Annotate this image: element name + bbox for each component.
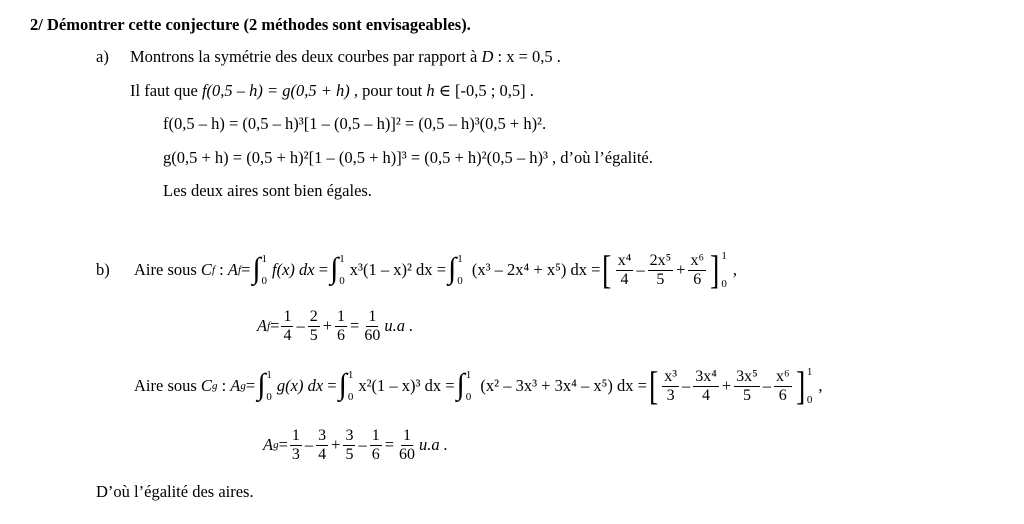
integrand-g1: g(x) dx	[276, 376, 324, 395]
lower-bound: 0	[339, 275, 345, 287]
integrand-f1: f(x) dx	[272, 260, 315, 279]
area-g-prefix: Aire sous	[134, 376, 197, 395]
fraction-denominator: 6	[778, 386, 787, 404]
integral-sign: ∫ 1 0	[338, 368, 354, 403]
fraction-numerator: 1	[291, 426, 300, 444]
upper-bound: 1	[347, 369, 354, 381]
integrand-f3: (x³ – 2x⁴ + x⁵) dx	[471, 260, 587, 279]
fraction-numerator: 3	[345, 426, 354, 444]
part-b-label: b)	[96, 260, 110, 279]
operator-sign: –	[304, 435, 314, 454]
area-f-prefix: Aire sous	[134, 260, 197, 279]
eval-bounds	[807, 366, 813, 406]
fraction-numerator: x⁴	[617, 251, 632, 269]
result-f-line	[257, 306, 413, 346]
fraction-numerator: x⁶	[690, 251, 705, 269]
area-g-curve: C	[200, 376, 212, 395]
operator-sign: +	[331, 435, 341, 454]
fraction	[281, 308, 293, 345]
upper-bound: 1	[721, 250, 727, 262]
lower-bound: 0	[806, 394, 813, 406]
operator-sign: –	[682, 376, 691, 395]
upper-bound: 1	[465, 369, 472, 381]
left-bracket: [	[602, 247, 612, 292]
eval-bounds	[721, 250, 727, 290]
left-bracket: [	[648, 363, 659, 408]
equals-sign: =	[445, 376, 455, 395]
integrand-f2: x³(1 – x)² dx	[349, 260, 433, 279]
line-f: f(0,5 – h) = (0,5 – h)³[1 – (0,5 – h)]² = (0,5 – h)³(0,5 + h)².	[163, 114, 547, 133]
condition-suffix: , pour tout	[353, 81, 423, 100]
axis-name: D	[481, 47, 494, 66]
fraction	[316, 427, 328, 464]
part-a-conclusion: Les deux aires sont bien égales.	[163, 181, 372, 200]
upper-bound: 1	[339, 253, 345, 265]
unit-g: u.a .	[419, 435, 448, 454]
operator-sign: +	[322, 316, 333, 335]
fraction-numerator: x⁶	[775, 367, 790, 385]
result-g-name: A	[263, 435, 274, 454]
fraction-denominator: 6	[337, 326, 346, 344]
upper-bound: 1	[457, 253, 463, 265]
area-f-curve: C	[200, 260, 212, 279]
operator-sign: =	[350, 316, 360, 335]
unit-f: u.a .	[384, 316, 414, 335]
upper-bound: 1	[266, 369, 272, 381]
fraction-numerator: 1	[403, 426, 412, 444]
fraction-denominator: 5	[656, 270, 665, 288]
prim-g	[660, 368, 793, 405]
condition-line	[130, 80, 534, 102]
equals-sign: =	[436, 260, 446, 279]
integrand-g3: (x² – 3x³ + 3x⁴ – x⁵) dx	[480, 376, 634, 395]
result-g-name-sub: g	[273, 439, 279, 451]
lower-bound: 0	[457, 275, 463, 287]
lower-bound: 0	[721, 278, 727, 290]
integral-sign: ∫ 1 0	[456, 368, 472, 403]
fraction-numerator: 1	[337, 307, 346, 325]
fraction-denominator: 4	[318, 445, 327, 463]
fraction-denominator: 5	[309, 326, 318, 344]
fraction-numerator: 2x⁵	[649, 251, 672, 269]
fraction	[616, 252, 634, 289]
condition-interval: ∈ [-0,5 ; 0,5] .	[438, 81, 534, 100]
right-bracket: ]	[795, 363, 805, 408]
right-bracket: ]	[710, 247, 720, 292]
operator-sign: +	[676, 260, 686, 279]
fraction-numerator: 3x⁵	[736, 367, 758, 385]
fraction-denominator: 5	[742, 386, 751, 404]
result-f	[279, 308, 384, 345]
fraction-numerator: 1	[371, 426, 380, 444]
result-g-line	[263, 425, 448, 465]
integral-sign: ∫ 1 0	[257, 368, 272, 403]
heading: 2/ Démontrer cette conjecture (2 méthodes sont envisageables).	[30, 15, 471, 34]
area-g-name-sub: g	[240, 380, 246, 392]
fraction-denominator: 6	[693, 270, 702, 288]
prim-f	[614, 252, 708, 289]
fraction	[362, 308, 382, 345]
fraction	[648, 252, 674, 289]
fraction-numerator: 1	[368, 307, 377, 325]
fraction	[693, 368, 719, 405]
equals-sign: =	[241, 260, 251, 279]
equals-sign: =	[270, 316, 280, 335]
area-f-name: A	[227, 260, 238, 279]
operator-sign: –	[358, 435, 367, 454]
fraction-numerator: 1	[283, 307, 292, 325]
fraction	[308, 308, 320, 345]
fraction-denominator: 4	[620, 270, 629, 288]
area-f-curve-sub: f	[211, 264, 215, 276]
fraction-numerator: x³	[664, 367, 678, 385]
equals-sign: =	[245, 376, 256, 395]
fraction-numerator: 3	[318, 426, 327, 444]
condition-prefix: Il faut que	[130, 81, 198, 100]
part-a-label: a)	[96, 47, 109, 66]
upper-bound: 1	[261, 253, 268, 265]
equals-sign: =	[591, 260, 601, 279]
fraction	[397, 427, 417, 464]
fraction-numerator: 2	[309, 307, 318, 325]
area-g-line: Aire sous C g : A g = ∫ 1 0 g(x) dx = ∫ 1 0 x²(1 – x)³ dx = ∫ 1 0 (x² – 3x³ + 3x⁴ – x⁵) dx = [ $\frac{\text{x³}}{3}$ – $\frac{\text{3x⁴}}{4}$ + $\frac{\text{3x⁵}}{5}$ – $\frac{\text{x⁶}}{6}$ ] 1 0 ,	[134, 363, 823, 408]
fraction	[734, 368, 760, 405]
equals-sign: =	[278, 435, 288, 454]
area-g-curve-sub: g	[211, 380, 218, 392]
operator-sign: =	[384, 435, 395, 454]
equals-sign: =	[637, 376, 647, 395]
result-g	[288, 427, 419, 464]
operator-sign: –	[762, 376, 771, 395]
fraction	[370, 427, 382, 464]
integral-sign: ∫ 1 0	[252, 252, 268, 287]
area-f-name-sub: f	[237, 264, 241, 276]
fraction-numerator: 3x⁴	[695, 367, 717, 385]
fraction-denominator: 60	[399, 445, 416, 463]
upper-bound: 1	[806, 366, 813, 378]
condition-var: h	[426, 81, 435, 100]
integral-sign: ∫ 1 0	[448, 252, 463, 287]
area-f-line: Aire sous C f : A f = ∫ 1 0 f(x) dx = ∫ 1 0 x³(1 – x)² dx = ∫ 1 0 (x³ – 2x⁴ + x⁵) dx = [ $\frac{\text{x⁴}}{4}$ – $\frac{\text{2x⁵}}{5}$ + $\frac{\text{x⁶}}{6}$ ] 1 0 ,	[134, 247, 737, 292]
result-f-name-sub: f	[267, 320, 271, 332]
equals-sign: =	[327, 376, 337, 395]
lower-bound: 0	[261, 275, 268, 287]
line-g: g(0,5 + h) = (0,5 + h)²[1 – (0,5 + h)]³ = (0,5 + h)²(0,5 – h)³ , d’où l’égalité.	[163, 148, 653, 167]
trailing-comma: ,	[732, 260, 737, 279]
fraction	[290, 427, 302, 464]
operator-sign: +	[721, 376, 732, 395]
area-g-name: A	[230, 376, 241, 395]
axis-eq: : x = 0,5 .	[497, 47, 561, 66]
fraction-denominator: 4	[702, 386, 711, 404]
fraction-denominator: 3	[666, 386, 675, 404]
lower-bound: 0	[266, 391, 272, 403]
operator-sign: –	[636, 260, 645, 279]
lower-bound: 0	[465, 391, 472, 403]
fraction-denominator: 6	[371, 445, 380, 463]
final-line: D’où l’égalité des aires.	[96, 482, 254, 501]
fraction-denominator: 4	[283, 326, 292, 344]
lower-bound: 0	[347, 391, 354, 403]
fraction	[335, 308, 347, 345]
result-f-name: A	[257, 316, 268, 335]
fraction	[662, 368, 679, 405]
fraction-denominator: 60	[364, 326, 381, 344]
operator-sign: –	[296, 316, 305, 335]
integral-sign: ∫ 1 0	[330, 252, 345, 287]
fraction	[688, 252, 706, 289]
part-a-intro	[130, 46, 561, 68]
condition-eq: f(0,5 – h) = g(0,5 + h)	[201, 81, 350, 100]
trailing-comma: ,	[818, 376, 823, 395]
intro-text: Montrons la symétrie des deux courbes par rapport à	[130, 47, 478, 66]
fraction-denominator: 5	[345, 445, 354, 463]
fraction-denominator: 3	[291, 445, 300, 463]
equals-sign: =	[318, 260, 329, 279]
fraction	[343, 427, 355, 464]
integrand-g2: x²(1 – x)³ dx	[358, 376, 442, 395]
fraction	[774, 368, 792, 405]
